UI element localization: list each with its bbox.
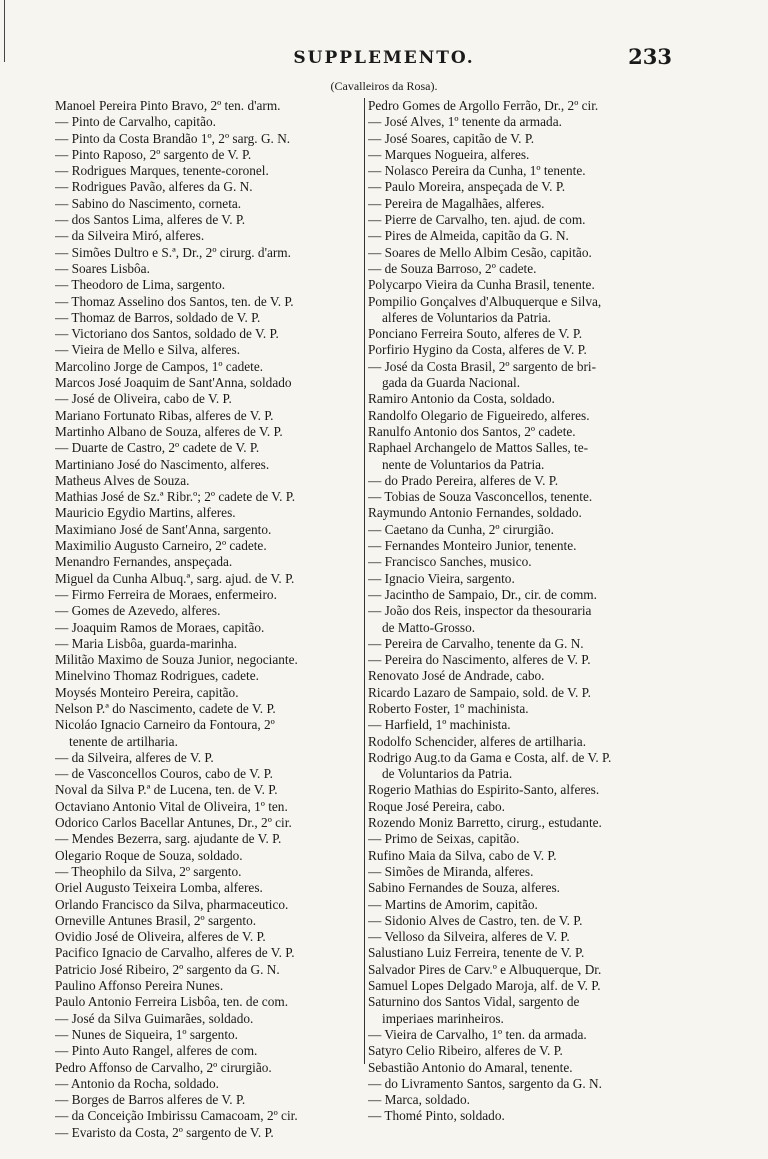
right-column <box>368 98 678 1125</box>
list-item: Roberto Foster, 1º machinista. <box>368 700 529 716</box>
list-item: — Jacintho de Sampaio, Dr., cir. de comm. <box>368 586 597 602</box>
list-item: Maximiano José de Sant'Anna, sargento. <box>55 521 272 537</box>
list-item: — Pinto Raposo, 2º sargento de V. P. <box>55 146 252 162</box>
list-item: Maximilio Augusto Carneiro, 2º cadete. <box>55 538 267 554</box>
list-item: alferes de Voluntarios da Patria. <box>382 309 551 325</box>
list-item: Nelson P.ª do Nascimento, cadete de V. P. <box>55 700 276 716</box>
list-item: — José Alves, 1º tenente da armada. <box>368 114 562 130</box>
list-item: — da Silveira Miró, alferes. <box>55 228 205 244</box>
list-item: — Rodrigues Marques, tenente-coronel. <box>55 163 269 179</box>
list-item: Ranulfo Antonio dos Santos, 2º cadete. <box>368 423 576 439</box>
list-item: — Tobias de Souza Vasconcellos, tenente. <box>368 489 593 505</box>
list-item: — Pinto Auto Rangel, alferes de com. <box>55 1043 258 1059</box>
list-item: — do Livramento Santos, sargento da G. N. <box>368 1075 602 1091</box>
list-item: — Antonio da Rocha, soldado. <box>55 1075 219 1091</box>
list-item: Roque José Pereira, cabo. <box>368 798 505 814</box>
list-item: gada da Guarda Nacional. <box>382 375 521 391</box>
list-item: Marcolino Jorge de Campos, 1º cadete. <box>55 358 264 374</box>
list-item: Rufino Maia da Silva, cabo de V. P. <box>368 847 557 863</box>
list-item: Rogerio Mathias do Espirito-Santo, alferes. <box>368 782 600 798</box>
list-item: — Duarte de Castro, 2º cadete de V. P. <box>55 440 260 456</box>
list-item: Sebastião Antonio do Amaral, tenente. <box>368 1059 573 1075</box>
list-item: — Thomaz Asselino dos Santos, ten. de V. P. <box>55 293 294 309</box>
list-item: de Voluntarios da Patria. <box>382 766 513 782</box>
list-item: — Velloso da Silveira, alferes de V. P. <box>368 929 570 945</box>
left-column <box>55 98 395 1141</box>
list-item: Olegario Roque de Souza, soldado. <box>55 847 243 863</box>
list-item: — Sidonio Alves de Castro, ten. de V. P. <box>368 912 583 928</box>
list-item: — Caetano da Cunha, 2º cirurgião. <box>368 521 554 537</box>
list-item: — Fernandes Monteiro Junior, tenente. <box>368 538 577 554</box>
list-item: — Victoriano dos Santos, soldado de V. P. <box>55 326 279 342</box>
list-item: Menandro Fernandes, anspeçada. <box>55 554 233 570</box>
list-item: — Theodoro de Lima, sargento. <box>55 277 226 293</box>
list-item: Randolfo Olegario de Figueiredo, alferes. <box>368 407 590 423</box>
list-item: Minelvino Thomaz Rodrigues, cadete. <box>55 668 259 684</box>
list-item: — Theophilo da Silva, 2º sargento. <box>55 863 242 879</box>
list-item: Moysés Monteiro Pereira, capitão. <box>55 684 239 700</box>
list-item: Mathias José de Sz.ª Ribr.º; 2º cadete de V. P. <box>55 489 296 505</box>
list-item: Ovidio José de Oliveira, alferes de V. P. <box>55 929 266 945</box>
list-item: Samuel Lopes Delgado Maroja, alf. de V. P. <box>368 978 601 994</box>
list-item: Mariano Fortunato Ribas, alferes de V. P. <box>55 407 274 423</box>
list-item: Orlando Francisco da Silva, pharmaceutico. <box>55 896 289 912</box>
list-item: Salustiano Luiz Ferreira, tenente de V. P. <box>368 945 585 961</box>
list-item: Matheus Alves de Souza. <box>55 472 190 488</box>
list-item: Odorico Carlos Bacellar Antunes, Dr., 2º cir. <box>55 815 292 831</box>
list-item: Rozendo Moniz Barretto, cirurg., estudante. <box>368 815 602 831</box>
page-number: 233 <box>628 44 672 69</box>
list-item: Orneville Antunes Brasil, 2º sargento. <box>55 912 257 928</box>
list-item: — Marques Nogueira, alferes. <box>368 146 530 162</box>
list-item: — Ignacio Vieira, sargento. <box>368 570 515 586</box>
list-item: — Pereira de Magalhães, alferes. <box>368 195 545 211</box>
list-item: Martiniano José do Nascimento, alferes. <box>55 456 270 472</box>
list-item: Manoel Pereira Pinto Bravo, 2º ten. d'arm. <box>55 98 281 113</box>
list-item: — Mendes Bezerra, sarg. ajudante de V. P. <box>55 831 282 847</box>
list-item: — Pinto de Carvalho, capitão. <box>55 114 217 130</box>
list-item: — da Conceição Imbirissu Camacoam, 2º cir. <box>55 1108 298 1124</box>
list-item: Porfirio Hygino da Costa, alferes de V. P. <box>368 342 587 358</box>
list-item: — Pires de Almeida, capitão da G. N. <box>368 228 569 244</box>
list-item: Raphael Archangelo de Mattos Salles, te- <box>368 440 589 456</box>
list-item: — Firmo Ferreira de Moraes, enfermeiro. <box>55 586 277 602</box>
list-item: imperiaes marinheiros. <box>382 1010 504 1026</box>
list-item: — Primo de Seixas, capitão. <box>368 831 520 847</box>
list-item: Pacifico Ignacio de Carvalho, alferes de V. P. <box>55 945 295 961</box>
list-item: — Nolasco Pereira da Cunha, 1º tenente. <box>368 163 586 179</box>
list-item: — Paulo Moreira, anspeçada de V. P. <box>368 179 566 195</box>
list-item: tenente de artilharia. <box>69 733 178 749</box>
list-item: de Matto-Grosso. <box>382 619 476 635</box>
list-item: Rodrigo Aug.to da Gama e Costa, alf. de V. P. <box>368 749 612 765</box>
page-subtitle: (Cavalleiros da Rosa). <box>330 79 438 93</box>
list-item: Patricio José Ribeiro, 2º sargento da G. N. <box>55 961 280 977</box>
list-item: — Pierre de Carvalho, ten. ajud. de com. <box>368 212 586 228</box>
list-item: — Martins de Amorim, capitão. <box>368 896 538 912</box>
list-item: — Pinto da Costa Brandão 1º, 2º sarg. G. N. <box>55 130 291 146</box>
list-item: Mauricio Egydio Martins, alferes. <box>55 505 236 521</box>
list-item: Sabino Fernandes de Souza, alferes. <box>368 880 561 896</box>
list-item: Raymundo Antonio Fernandes, soldado. <box>368 505 582 521</box>
list-item: — Harfield, 1º machinista. <box>368 717 511 733</box>
list-item: — do Prado Pereira, alferes de V. P. <box>368 472 559 488</box>
list-item: — Simões de Miranda, alferes. <box>368 863 534 879</box>
list-item: Octaviano Antonio Vital de Oliveira, 1º ten. <box>55 798 288 814</box>
list-item: — de Souza Barroso, 2º cadete. <box>368 260 537 276</box>
list-item: Polycarpo Vieira da Cunha Brasil, tenente. <box>368 277 595 293</box>
list-item: Militão Maximo de Souza Junior, negociante. <box>55 652 298 668</box>
list-item: — Borges de Barros alferes de V. P. <box>55 1092 246 1108</box>
page-title: SUPPLEMENTO. <box>293 48 475 68</box>
list-item: — Simões Dultro e S.ª, Dr., 2º cirurg. d'arm. <box>55 244 291 260</box>
list-item: — Rodrigues Pavão, alferes da G. N. <box>55 179 253 195</box>
list-item: — Joaquim Ramos de Moraes, capitão. <box>55 619 265 635</box>
list-item: — João dos Reis, inspector da thesouraria <box>368 603 592 619</box>
list-item: — Thomé Pinto, soldado. <box>368 1108 505 1124</box>
list-item: — Evaristo da Costa, 2º sargento de V. P. <box>55 1124 274 1140</box>
list-item: — Marca, soldado. <box>368 1092 470 1108</box>
list-item: — José da Silva Guimarães, soldado. <box>55 1010 254 1026</box>
list-item: Marcos José Joaquim de Sant'Anna, soldado <box>55 375 292 391</box>
list-item: — de Vasconcellos Couros, cabo de V. P. <box>55 766 273 782</box>
column-divider <box>364 98 365 1064</box>
list-item: — Sabino do Nascimento, corneta. <box>55 195 242 211</box>
list-item: — Francisco Sanches, musico. <box>368 554 532 570</box>
list-item: Rodolfo Schencider, alferes de artilharia. <box>368 733 587 749</box>
list-item: Ricardo Lazaro de Sampaio, sold. de V. P. <box>368 684 591 700</box>
list-item: — Nunes de Siqueira, 1º sargento. <box>55 1026 238 1042</box>
list-item: — Pereira do Nascimento, alferes de V. P. <box>368 652 591 668</box>
list-item: — dos Santos Lima, alferes de V. P. <box>55 212 246 228</box>
list-item: — José Soares, capitão de V. P. <box>368 130 535 146</box>
list-item: — da Silveira, alferes de V. P. <box>55 749 214 765</box>
list-item: — Thomaz de Barros, soldado de V. P. <box>55 309 261 325</box>
list-item: Paulino Affonso Pereira Nunes. <box>55 978 224 994</box>
list-item: Nicoláo Ignacio Carneiro da Fontoura, 2º <box>55 717 275 733</box>
list-item: Ponciano Ferreira Souto, alferes de V. P. <box>368 326 583 342</box>
list-item: Ramiro Antonio da Costa, soldado. <box>368 391 555 407</box>
list-item: — Vieira de Mello e Silva, alferes. <box>55 342 241 358</box>
list-item: Saturnino dos Santos Vidal, sargento de <box>368 994 580 1010</box>
list-item: Salvador Pires de Carv.º e Albuquerque, Dr. <box>368 961 602 977</box>
list-item: — José de Oliveira, cabo de V. P. <box>55 391 232 407</box>
list-item: nente de Voluntarios da Patria. <box>382 456 545 472</box>
list-item: Miguel da Cunha Albuq.ª, sarg. ajud. de V. P. <box>55 570 295 586</box>
list-item: — José da Costa Brasil, 2º sargento de bri- <box>368 358 597 374</box>
list-item: Satyro Celio Ribeiro, alferes de V. P. <box>368 1043 563 1059</box>
list-item: — Soares de Mello Albim Cesão, capitão. <box>368 244 592 260</box>
list-item: Oriel Augusto Teixeira Lomba, alferes. <box>55 880 263 896</box>
list-item: Pedro Affonso de Carvalho, 2º cirurgião. <box>55 1059 272 1075</box>
list-item: Paulo Antonio Ferreira Lisbôa, ten. de com. <box>55 994 289 1010</box>
list-item: — Maria Lisbôa, guarda-marinha. <box>55 635 238 651</box>
list-item: Noval da Silva P.ª de Lucena, ten. de V. P. <box>55 782 278 798</box>
list-item: Pedro Gomes de Argollo Ferrão, Dr., 2º cir. <box>368 98 599 113</box>
list-item: Martinho Albano de Souza, alferes de V. P. <box>55 423 283 439</box>
list-item: Renovato José de Andrade, cabo. <box>368 668 545 684</box>
list-item: — Vieira de Carvalho, 1º ten. da armada. <box>368 1026 587 1042</box>
list-item: — Pereira de Carvalho, tenente da G. N. <box>368 635 584 651</box>
list-item: Pompilio Gonçalves d'Albuquerque e Silva, <box>368 293 602 309</box>
list-item: — Soares Lisbôa. <box>55 260 150 276</box>
list-item: — Gomes de Azevedo, alferes. <box>55 603 221 619</box>
